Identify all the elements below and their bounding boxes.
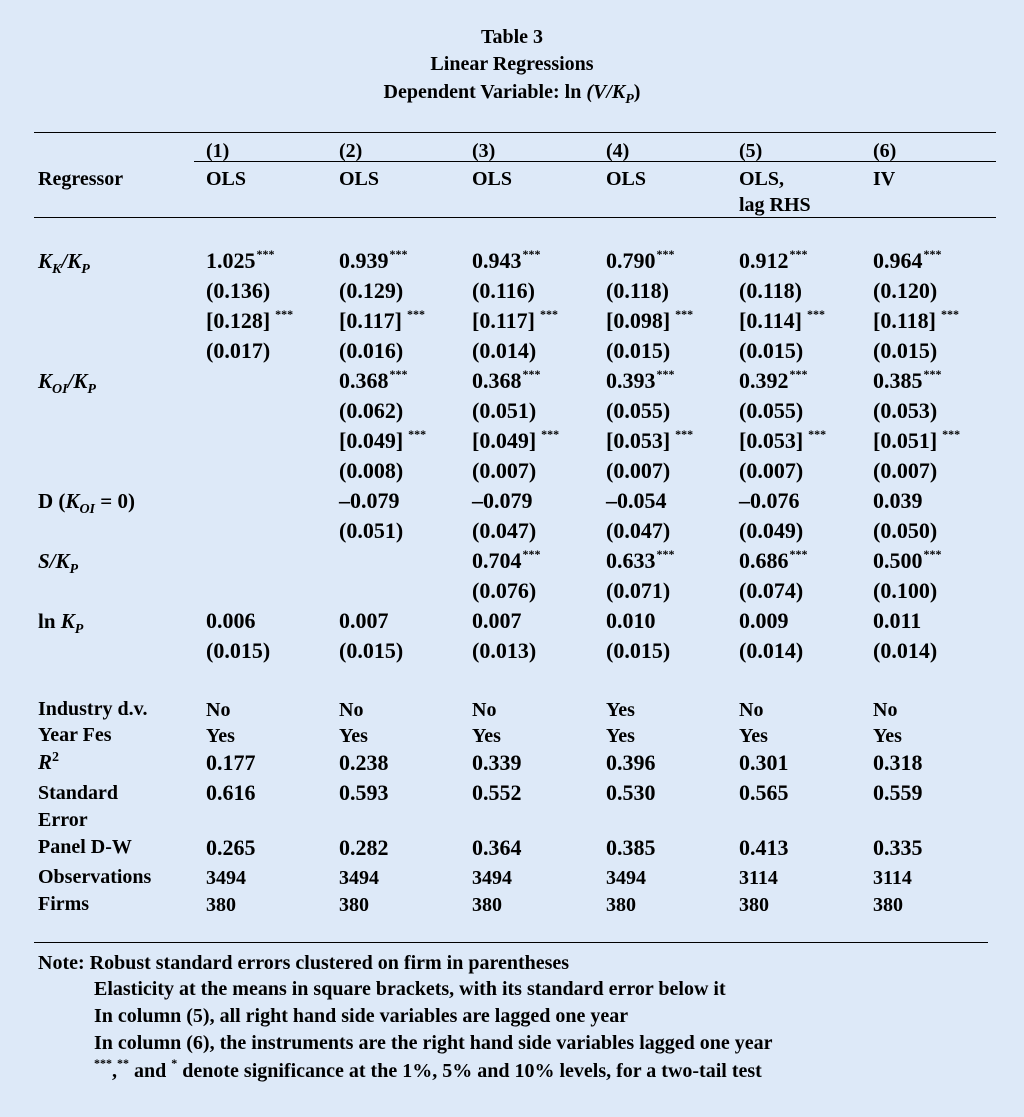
column-method: OLS, [739, 168, 785, 190]
coefficient-cell [873, 488, 923, 514]
coefficient-cell [739, 518, 803, 544]
stat-yearfes-cell: Yes [339, 725, 368, 747]
label-main: K [38, 369, 53, 393]
cell-value: (0.007) [472, 458, 537, 483]
coefficient-cell [206, 248, 275, 277]
coefficient-cell [873, 638, 937, 664]
coefficient-cell [472, 488, 533, 514]
coefficient-cell [339, 458, 403, 484]
stat-r2-cell: 0.301 [739, 750, 789, 775]
note-line-1: Note: Robust standard errors clustered on firm in parentheses [38, 952, 570, 974]
coefficient-cell [739, 638, 803, 664]
coefficient-cell [873, 458, 937, 484]
cell-value: 0.007 [472, 608, 522, 633]
coefficient-cell [339, 338, 403, 364]
significance-stars: *** [539, 307, 558, 321]
coefficient-cell [206, 608, 256, 634]
cell-value: (0.100) [873, 578, 938, 603]
column-method: IV [873, 168, 896, 190]
coefficient-cell [472, 458, 536, 484]
cell-value: 0.686 [739, 548, 789, 573]
coefficient-cell [873, 248, 942, 277]
coefficient-cell [873, 518, 937, 544]
label-mid: /K [61, 249, 82, 273]
cell-value: (0.007) [739, 458, 804, 483]
stat-yearfes-cell: Yes [472, 725, 501, 747]
stat-industry-cell: No [739, 699, 764, 721]
coefficient-cell [606, 638, 670, 664]
cell-value: 0.943 [472, 248, 522, 273]
coefficient-cell [472, 398, 536, 424]
coefficient-cell [339, 638, 403, 664]
stat-r2-cell: 0.339 [472, 750, 522, 775]
coefficient-cell [339, 308, 425, 337]
stat-label-error: Error [38, 809, 88, 831]
column-method: OLS [472, 168, 513, 190]
cell-value: [0.128] [206, 308, 271, 333]
cell-value: –0.079 [339, 488, 400, 513]
cell-value: [0.098] [606, 308, 671, 333]
coefficient-cell [606, 458, 670, 484]
coefficient-cell [472, 638, 536, 664]
cell-value: (0.049) [739, 518, 804, 543]
dependent-variable-sub: P [625, 92, 634, 107]
coefficient-cell [873, 278, 937, 304]
coefficient-cell [739, 368, 808, 397]
cell-value: –0.079 [472, 488, 533, 513]
significance-stars: *** [256, 247, 275, 261]
coefficient-cell [606, 518, 670, 544]
stat-label-industry: Industry d.v. [38, 698, 148, 720]
stat-firms-cell: 380 [206, 894, 236, 916]
note-sup-2: ** [117, 1056, 129, 1070]
coefficient-cell [606, 578, 670, 604]
cell-value: (0.118) [606, 278, 669, 303]
stat-firms-cell: 380 [472, 894, 502, 916]
cell-value: (0.015) [873, 338, 938, 363]
column-method: OLS [606, 168, 647, 190]
significance-stars: *** [806, 307, 825, 321]
significance-stars: *** [406, 307, 425, 321]
coefficient-cell [606, 548, 675, 577]
cell-value: 0.633 [606, 548, 656, 573]
dependent-variable-close: ) [633, 81, 641, 103]
header-bottom-rule [34, 217, 996, 218]
cell-value: (0.071) [606, 578, 671, 603]
note-line-5 [94, 1058, 762, 1086]
cell-value: (0.013) [472, 638, 537, 663]
coefficient-cell [873, 308, 959, 337]
stat-r2-cell: 0.396 [606, 750, 656, 775]
significance-stars: *** [522, 547, 541, 561]
coefficient-cell [873, 608, 921, 634]
label-sub: OI [79, 502, 95, 517]
coefficient-cell [606, 278, 669, 304]
column-number: (4) [606, 140, 630, 162]
stat-stderr-cell: 0.552 [472, 780, 522, 805]
cell-value: [0.114] [739, 308, 802, 333]
cell-value: (0.015) [606, 638, 671, 663]
coefficient-cell [339, 278, 403, 304]
cell-value: [0.053] [606, 428, 671, 453]
coefficient-cell [873, 398, 937, 424]
label-sub: OI [52, 382, 68, 397]
cell-value: (0.014) [873, 638, 938, 663]
note-and: and [129, 1060, 172, 1082]
label-sub2: P [87, 382, 96, 397]
cell-value: 0.912 [739, 248, 789, 273]
label-sub: P [69, 562, 79, 577]
label-main: K [38, 249, 53, 273]
coefficient-cell [606, 368, 675, 397]
stat-r2-cell: 0.238 [339, 750, 389, 775]
significance-stars: *** [923, 547, 942, 561]
cell-value: [0.118] [873, 308, 936, 333]
stat-panel-cell: 0.364 [472, 835, 522, 860]
coefficient-cell [472, 518, 536, 544]
column-number: (1) [206, 140, 230, 162]
significance-stars: *** [275, 307, 294, 321]
cell-value: 0.790 [606, 248, 656, 273]
cell-value: (0.116) [472, 278, 535, 303]
stat-panel-cell: 0.385 [606, 835, 656, 860]
cell-value: (0.136) [206, 278, 271, 303]
cell-value: (0.120) [873, 278, 938, 303]
cell-value: (0.051) [339, 518, 404, 543]
significance-stars: *** [940, 307, 959, 321]
cell-value: 0.039 [873, 488, 923, 513]
cell-value: (0.047) [472, 518, 537, 543]
cell-value: (0.055) [606, 398, 671, 423]
coefficient-cell [339, 608, 389, 634]
label-main: R [38, 750, 53, 774]
notes-rule [34, 942, 988, 943]
cell-value: 0.704 [472, 548, 522, 573]
coefficient-cell [739, 278, 802, 304]
coefficient-cell [739, 458, 803, 484]
note-line-3: In column (5), all right hand side variables are lagged one year [94, 1005, 629, 1027]
coefficient-cell [472, 578, 536, 604]
cell-value: (0.017) [206, 338, 271, 363]
cell-value: [0.049] [339, 428, 404, 453]
stat-obs-cell: 3494 [472, 867, 512, 889]
regressor-dummy-koi [38, 489, 135, 517]
cell-value: –0.076 [739, 488, 800, 513]
significance-stars: *** [408, 427, 427, 441]
cell-value: (0.076) [472, 578, 537, 603]
label-tail: = 0) [95, 489, 135, 513]
cell-value: 0.385 [873, 368, 923, 393]
note-sep: , [112, 1060, 117, 1082]
stat-yearfes-cell: Yes [206, 725, 235, 747]
significance-stars: *** [675, 307, 694, 321]
dependent-variable-math: (V/K [586, 81, 626, 103]
stat-panel-cell: 0.335 [873, 835, 923, 860]
coefficient-cell [339, 488, 400, 514]
cell-value: 0.009 [739, 608, 789, 633]
stat-stderr-cell: 0.530 [606, 780, 656, 805]
column-number: (6) [873, 140, 897, 162]
stat-label-standard: Standard [38, 782, 119, 804]
top-rule [34, 132, 996, 133]
stat-industry-cell: No [472, 699, 497, 721]
column-number: (2) [339, 140, 363, 162]
coefficient-cell [606, 398, 670, 424]
table-title: Linear Regressions [430, 53, 594, 75]
coefficient-cell [206, 308, 293, 337]
stat-industry-cell: No [873, 699, 898, 721]
cell-value: (0.055) [739, 398, 804, 423]
cell-value: 0.007 [339, 608, 389, 633]
label-sub2: P [81, 262, 90, 277]
note-sup-1: *** [94, 1056, 112, 1070]
coefficient-cell [606, 308, 693, 337]
coefficient-cell [339, 518, 403, 544]
coefficient-cell [606, 428, 693, 457]
coefficient-cell [739, 248, 808, 277]
regressor-header: Regressor [38, 168, 124, 190]
stat-obs-cell: 3114 [873, 867, 912, 889]
dependent-variable-prefix: Dependent Variable: ln [383, 81, 587, 103]
significance-stars: *** [789, 247, 808, 261]
stat-industry-cell: No [339, 699, 364, 721]
cell-value: (0.118) [739, 278, 802, 303]
column-number: (5) [739, 140, 763, 162]
table-number: Table 3 [480, 26, 544, 48]
cell-value: (0.015) [739, 338, 804, 363]
column-method: OLS [206, 168, 247, 190]
label-main: S/K [38, 549, 70, 573]
coefficient-cell [873, 368, 942, 397]
stat-panel-cell: 0.282 [339, 835, 389, 860]
note-sup-3: * [171, 1056, 178, 1070]
coefficient-cell [873, 548, 942, 577]
significance-stars: *** [656, 547, 675, 561]
coefficient-cell [472, 308, 558, 337]
stat-yearfes-cell: Yes [873, 725, 902, 747]
cell-value: 0.368 [472, 368, 522, 393]
regressor-kk-kp [38, 249, 90, 277]
stat-obs-cell: 3494 [606, 867, 646, 889]
stat-panel-cell: 0.413 [739, 835, 789, 860]
cell-value: (0.053) [873, 398, 938, 423]
coefficient-cell [739, 308, 825, 337]
significance-stars: *** [789, 547, 808, 561]
stat-label-panel: Panel D-W [38, 836, 132, 858]
cell-value: (0.007) [606, 458, 671, 483]
label-main: K [60, 609, 75, 633]
coefficient-cell [739, 428, 826, 457]
cell-value: (0.014) [739, 638, 804, 663]
cell-value: –0.054 [606, 488, 667, 513]
coefficient-cell [472, 428, 559, 457]
stat-industry-cell: Yes [606, 699, 635, 721]
label-mid: /K [67, 369, 88, 393]
cell-value: 0.392 [739, 368, 789, 393]
cell-value: (0.015) [606, 338, 671, 363]
stat-label-r2 [38, 750, 59, 778]
stat-label-firms: Firms [38, 893, 90, 915]
stat-firms-cell: 380 [873, 894, 903, 916]
cell-value: [0.053] [739, 428, 804, 453]
coefficient-cell [739, 338, 803, 364]
column-method: OLS [339, 168, 380, 190]
stat-stderr-cell: 0.593 [339, 780, 389, 805]
cell-value: (0.047) [606, 518, 671, 543]
coefficient-cell [472, 248, 541, 277]
significance-stars: *** [808, 427, 827, 441]
significance-stars: *** [923, 367, 942, 381]
coefficient-cell [339, 368, 408, 397]
significance-stars: *** [923, 247, 942, 261]
label-sup: 2 [52, 750, 60, 765]
cell-value: (0.016) [339, 338, 404, 363]
note-rest: denote significance at the 1%, 5% and 10% levels, for a two-tail test [177, 1060, 762, 1082]
significance-stars: *** [656, 367, 675, 381]
coefficient-cell [873, 428, 960, 457]
stat-yearfes-cell: Yes [606, 725, 635, 747]
cell-value: [0.117] [339, 308, 402, 333]
stat-obs-cell: 3494 [206, 867, 246, 889]
significance-stars: *** [656, 247, 675, 261]
coefficient-cell [739, 608, 789, 634]
label-text: D ( [38, 489, 66, 513]
coefficient-cell [739, 398, 803, 424]
coefficient-cell [472, 548, 541, 577]
significance-stars: *** [942, 427, 961, 441]
stat-obs-cell: 3114 [739, 867, 778, 889]
dependent-variable [0, 79, 1024, 108]
coefficient-cell [206, 278, 270, 304]
note-line-4: In column (6), the instruments are the right hand side variables lagged one year [94, 1032, 773, 1054]
label-sub: K [52, 262, 62, 277]
cell-value: 0.393 [606, 368, 656, 393]
cell-value: (0.007) [873, 458, 938, 483]
cell-value: (0.051) [472, 398, 537, 423]
cell-value: (0.015) [339, 638, 404, 663]
stat-firms-cell: 380 [606, 894, 636, 916]
label-text: ln [38, 609, 61, 633]
stat-yearfes-cell: Yes [739, 725, 768, 747]
cell-value: (0.074) [739, 578, 804, 603]
stat-industry-cell: No [206, 699, 231, 721]
cell-value: (0.129) [339, 278, 404, 303]
significance-stars: *** [789, 367, 808, 381]
coefficient-cell [339, 398, 403, 424]
stat-obs-cell: 3494 [339, 867, 379, 889]
coefficient-cell [606, 608, 656, 634]
note-line-2: Elasticity at the means in square brackets, with its standard error below it [94, 978, 726, 1000]
cell-value: (0.008) [339, 458, 404, 483]
regressor-koi-kp [38, 369, 96, 397]
significance-stars: *** [522, 367, 541, 381]
cell-value: 0.368 [339, 368, 389, 393]
cell-value: (0.014) [472, 338, 537, 363]
label-main: K [65, 489, 80, 513]
significance-stars: *** [522, 247, 541, 261]
cell-value: (0.062) [339, 398, 404, 423]
cell-value: (0.050) [873, 518, 938, 543]
cell-value: 0.964 [873, 248, 923, 273]
coefficient-cell [472, 368, 541, 397]
stat-label-observations: Observations [38, 866, 152, 888]
stat-r2-cell: 0.177 [206, 750, 256, 775]
cell-value: [0.049] [472, 428, 537, 453]
significance-stars: *** [541, 427, 560, 441]
coefficient-cell [472, 608, 522, 634]
coefficient-cell [873, 338, 937, 364]
cell-value: 0.006 [206, 608, 256, 633]
coefficient-cell [339, 248, 408, 277]
cell-value: [0.117] [472, 308, 535, 333]
cell-value: [0.051] [873, 428, 938, 453]
method-extra: lag RHS [739, 194, 811, 216]
coefficient-cell [606, 488, 667, 514]
coefficient-cell [606, 248, 675, 277]
stat-stderr-cell: 0.616 [206, 780, 256, 805]
coefficient-cell [739, 548, 808, 577]
significance-stars: *** [389, 367, 408, 381]
cell-value: 1.025 [206, 248, 256, 273]
significance-stars: *** [675, 427, 694, 441]
coefficient-cell [472, 278, 535, 304]
coefficient-cell [339, 428, 426, 457]
stat-firms-cell: 380 [739, 894, 769, 916]
stat-stderr-cell: 0.565 [739, 780, 789, 805]
coefficient-cell [606, 338, 670, 364]
significance-stars: *** [389, 247, 408, 261]
stat-label-yearfes: Year Fes [38, 724, 112, 746]
coefficient-cell [739, 578, 803, 604]
cell-value: 0.500 [873, 548, 923, 573]
coefficient-cell [472, 338, 536, 364]
label-sub: P [74, 622, 84, 637]
coefficient-cell [739, 488, 800, 514]
regressor-s-kp [38, 549, 78, 577]
stat-panel-cell: 0.265 [206, 835, 256, 860]
cell-value: 0.939 [339, 248, 389, 273]
coefficient-cell [206, 338, 270, 364]
stat-stderr-cell: 0.559 [873, 780, 923, 805]
stat-r2-cell: 0.318 [873, 750, 923, 775]
stat-firms-cell: 380 [339, 894, 369, 916]
cell-value: 0.011 [873, 608, 922, 633]
coefficient-cell [206, 638, 270, 664]
cell-value: 0.010 [606, 608, 656, 633]
cell-value: (0.015) [206, 638, 271, 663]
regressor-ln-kp [38, 609, 83, 637]
column-number: (3) [472, 140, 496, 162]
coefficient-cell [873, 578, 937, 604]
